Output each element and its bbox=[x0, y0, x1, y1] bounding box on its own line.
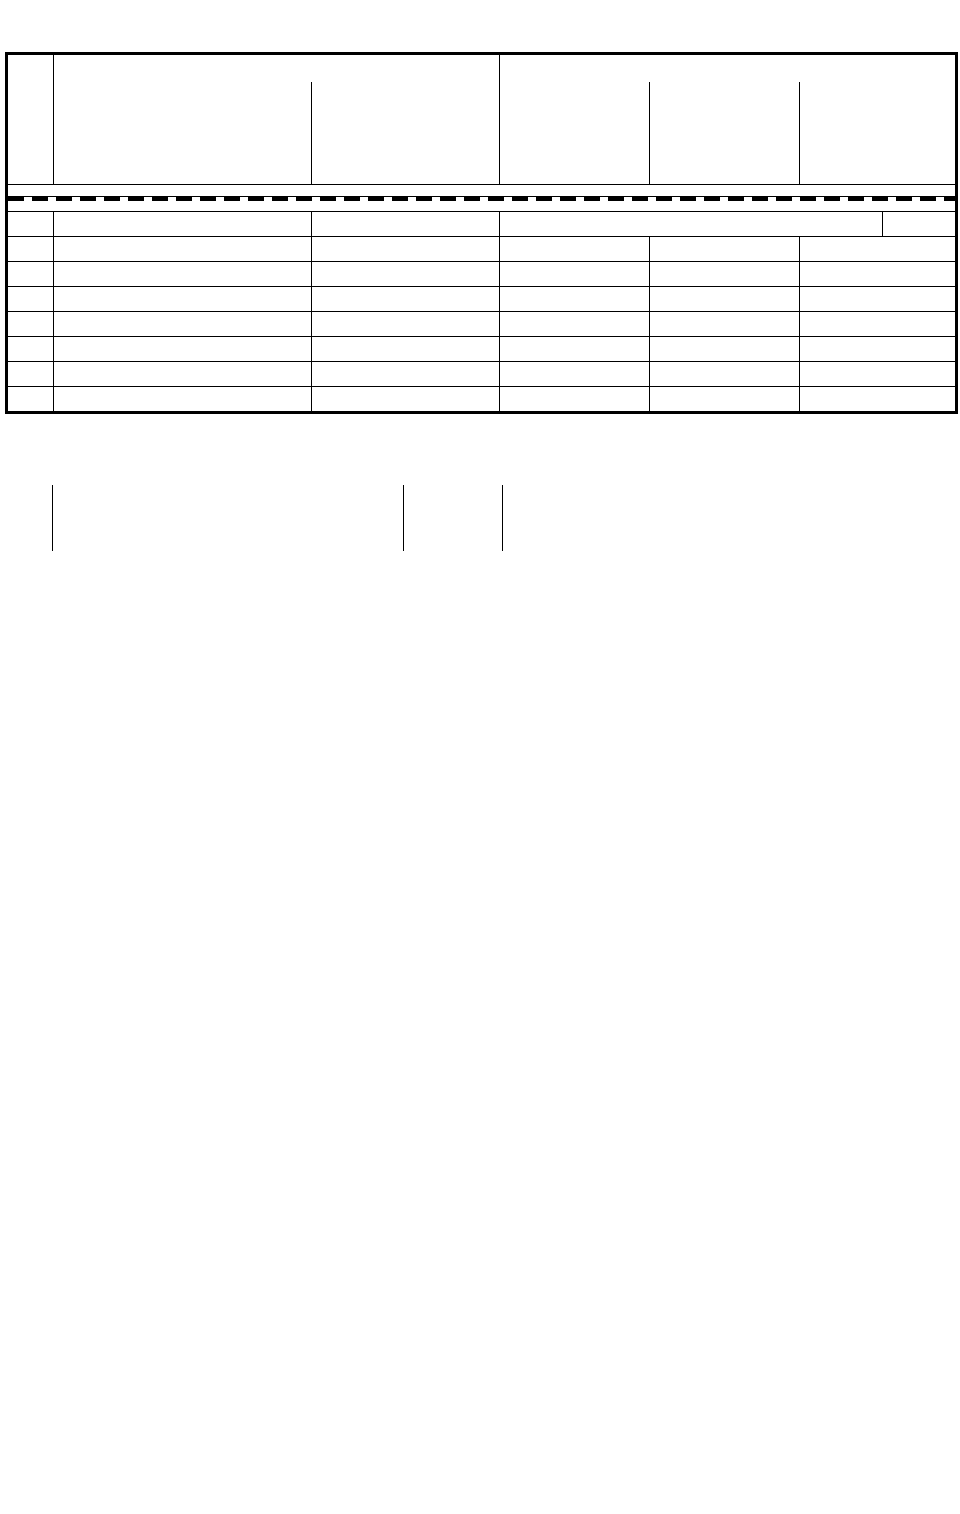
row-kind bbox=[54, 212, 312, 237]
row-semi-irr bbox=[733, 212, 883, 237]
row-number bbox=[7, 237, 54, 262]
row-avg-value bbox=[312, 287, 405, 312]
row-plain-irr bbox=[583, 387, 650, 413]
table-row bbox=[7, 212, 957, 237]
row-kind bbox=[54, 312, 312, 337]
row-semi-value bbox=[650, 212, 733, 237]
row-plain-value bbox=[500, 212, 650, 237]
row-plain-irr bbox=[583, 262, 650, 287]
row-semi-irr bbox=[733, 362, 800, 387]
row-number bbox=[7, 212, 54, 237]
row-kind bbox=[54, 287, 312, 312]
row-avg-irr bbox=[405, 362, 500, 387]
row-avg-irr bbox=[405, 337, 500, 362]
row-avg-irr bbox=[405, 387, 500, 413]
row-semi-value bbox=[650, 362, 733, 387]
row-plain-value bbox=[500, 262, 583, 287]
mountain-nonirr-header bbox=[800, 126, 883, 185]
row-mountain-value bbox=[800, 312, 883, 337]
dashed-separator bbox=[8, 196, 955, 201]
row-semi-irr bbox=[733, 337, 800, 362]
row-mountain-value bbox=[800, 387, 883, 413]
table-row bbox=[7, 387, 957, 413]
row-mountain-irr bbox=[883, 387, 957, 413]
row-mountain-value bbox=[800, 287, 883, 312]
row-kind bbox=[54, 387, 312, 413]
row-mountain-irr bbox=[883, 337, 957, 362]
row-plain-value bbox=[500, 312, 583, 337]
table-row bbox=[7, 237, 957, 262]
row-avg-irr bbox=[405, 212, 500, 237]
row-number bbox=[7, 362, 54, 387]
row-avg-irr bbox=[405, 237, 500, 262]
row-avg-value bbox=[312, 387, 405, 413]
row-kind bbox=[54, 237, 312, 262]
row-semi-value bbox=[650, 287, 733, 312]
fiscal-year bbox=[54, 54, 500, 83]
row-avg-value bbox=[312, 262, 405, 287]
fish-avg-value-header bbox=[317, 485, 403, 551]
row-avg-value bbox=[312, 312, 405, 337]
row-semi-irr bbox=[733, 387, 800, 413]
row-semi-value bbox=[650, 387, 733, 413]
row-mountain-irr bbox=[883, 212, 957, 237]
mountain-irr-header bbox=[883, 126, 957, 185]
row-semi-irr bbox=[733, 262, 800, 287]
row-mountain-value bbox=[800, 237, 883, 262]
row-kind bbox=[54, 337, 312, 362]
prefecture bbox=[500, 54, 957, 83]
livestock-income-table bbox=[5, 52, 958, 414]
avg-nonirr-header bbox=[312, 126, 405, 185]
row-semi-value bbox=[650, 337, 733, 362]
plain-zone-header bbox=[500, 82, 650, 126]
row-plain-value bbox=[500, 237, 583, 262]
aa-header bbox=[7, 126, 54, 185]
table-row bbox=[7, 262, 957, 287]
row-avg-value bbox=[312, 212, 405, 237]
row-semi-value bbox=[650, 312, 733, 337]
row-number bbox=[7, 312, 54, 337]
row-plain-value bbox=[500, 337, 583, 362]
row-plain-value bbox=[500, 362, 583, 387]
semi-mountain-header bbox=[650, 82, 800, 126]
row-avg-value bbox=[312, 337, 405, 362]
row-avg-irr bbox=[405, 262, 500, 287]
row-semi-irr bbox=[733, 237, 800, 262]
row-plain-irr bbox=[583, 312, 650, 337]
plain-nonirr-header bbox=[500, 126, 583, 185]
row-semi-irr bbox=[733, 287, 800, 312]
row-mountain-value bbox=[800, 362, 883, 387]
kind-header bbox=[54, 126, 312, 185]
row-mountain-irr bbox=[883, 362, 957, 387]
row-kind bbox=[54, 262, 312, 287]
row-mountain-irr bbox=[883, 312, 957, 337]
row-mountain-irr bbox=[883, 287, 957, 312]
semi-irr-header bbox=[733, 126, 800, 185]
row-number bbox=[7, 337, 54, 362]
row-avg-value bbox=[312, 362, 405, 387]
row-plain-value bbox=[500, 387, 583, 413]
table-row bbox=[7, 337, 957, 362]
mountain-zone-header bbox=[800, 82, 957, 126]
avg-irr-header bbox=[405, 126, 500, 185]
table-row bbox=[7, 362, 957, 387]
table-row bbox=[7, 312, 957, 337]
row-number bbox=[7, 262, 54, 287]
row-plain-irr bbox=[583, 337, 650, 362]
row-mountain-value bbox=[800, 337, 883, 362]
fish-income-table bbox=[12, 485, 503, 551]
row-number bbox=[7, 287, 54, 312]
row-mountain-irr bbox=[883, 262, 957, 287]
row-avg-irr bbox=[405, 287, 500, 312]
semi-nonirr-header bbox=[650, 126, 733, 185]
row-avg-value bbox=[312, 237, 405, 262]
row-plain-irr bbox=[583, 287, 650, 312]
plain-irr-header bbox=[583, 126, 650, 185]
row-plain-irr bbox=[583, 237, 650, 262]
row-mountain-value bbox=[800, 262, 883, 287]
row-plain-irr bbox=[583, 362, 650, 387]
fish-value-header bbox=[403, 485, 502, 551]
row-semi-irr bbox=[733, 312, 800, 337]
row-kind bbox=[54, 362, 312, 387]
table-row bbox=[7, 287, 957, 312]
row-avg-irr bbox=[405, 312, 500, 337]
row-plain-value bbox=[500, 287, 583, 312]
row-number bbox=[7, 387, 54, 413]
row-semi-value bbox=[650, 262, 733, 287]
fish-section-title bbox=[52, 485, 317, 551]
row-semi-value bbox=[650, 237, 733, 262]
row-mountain-irr bbox=[883, 237, 957, 262]
